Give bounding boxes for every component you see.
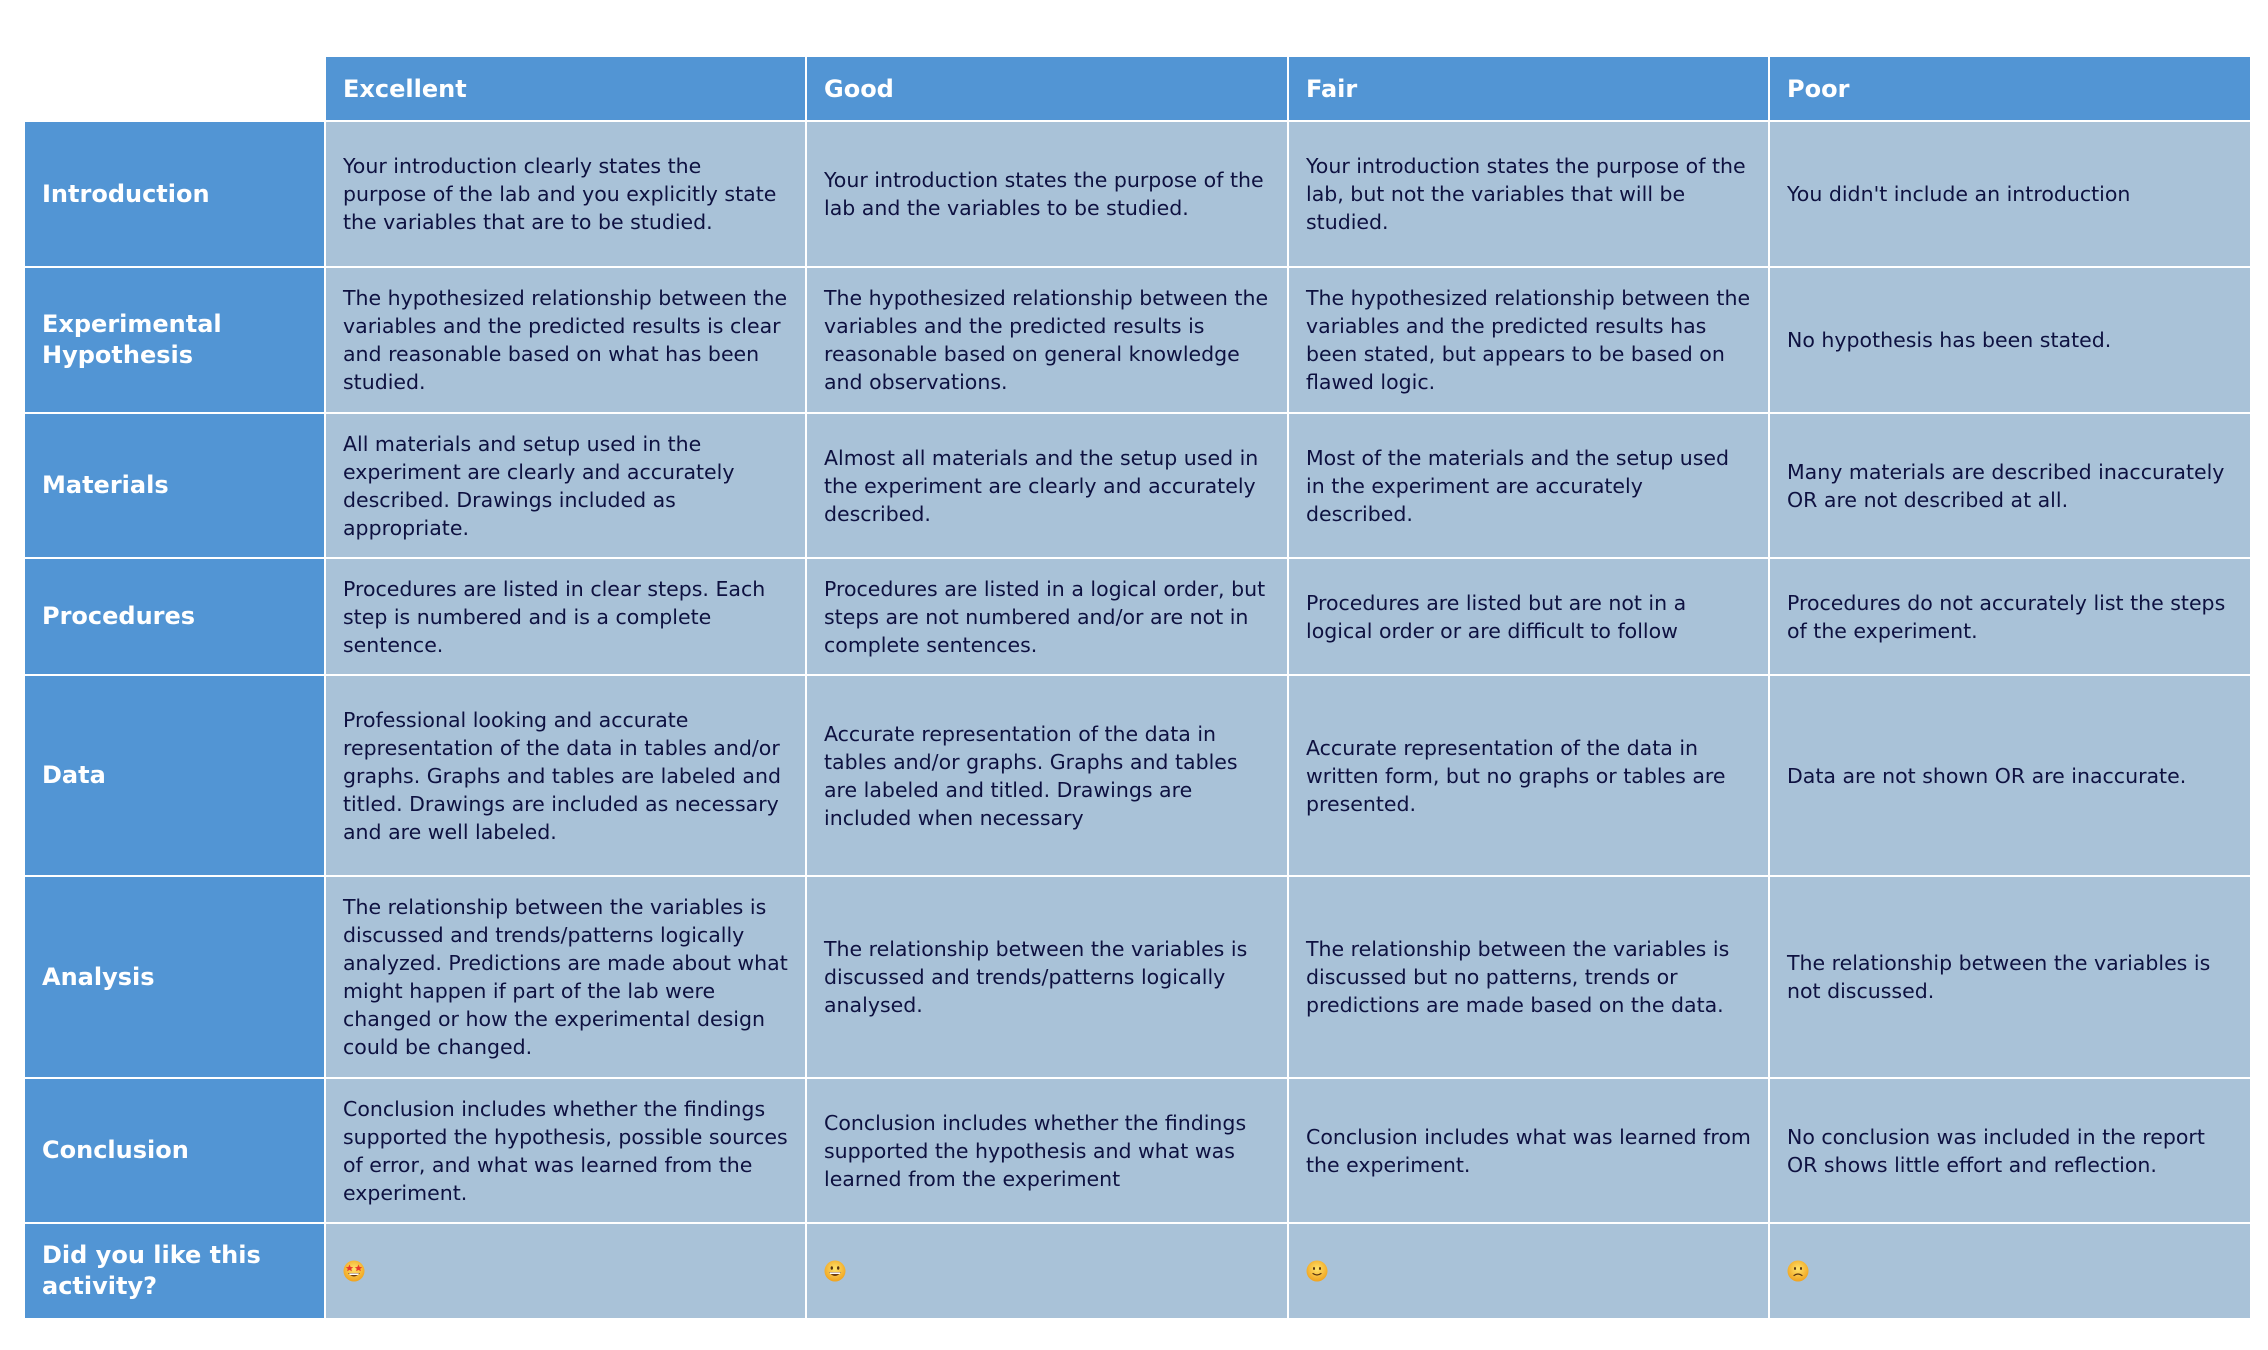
row-label-procedures [25,559,324,674]
cell-text: The relationship between the variables is discussed and trends/patterns logically analysed. [824,937,1248,1017]
cell-text: Almost all materials and the setup used in the experiment are clearly and accurately described. [824,445,1259,526]
cell-text: Conclusion includes whether the findings supported the hypothesis and what was learned from the experiment [824,1110,1247,1191]
cell-text: No hypothesis has been stated. [1787,328,2112,352]
cell-text: Your introduction states the purpose of the lab, but not the variables that will be studied. [1306,154,1746,234]
row-label-feedback [25,1224,324,1318]
cell-text: Professional looking and accurate representation of the data in tables and/or graphs. Graphs and tables are labeled and titled. Drawings are included as necessary and are well labeled. [343,707,781,844]
column-header-excellent [326,57,805,120]
rubric-cell [1770,559,2250,674]
rubric-cell [1289,268,1768,412]
rubric-cell [326,122,805,266]
grinning-emoji-icon [824,1260,846,1282]
rubric-cell [1289,877,1768,1077]
cell-text: Most of the materials and the setup used in the experiment are accurately described. [1306,445,1730,526]
rubric-cell [807,414,1287,557]
cell-text: Data are not shown OR are inaccurate. [1787,763,2187,788]
slightly-smiling-emoji-icon [1306,1260,1328,1282]
column-header-label: Poor [1787,74,1850,103]
rubric-cell [1770,676,2250,875]
cell-text: You didn't include an introduction [1787,182,2131,206]
slightly-frowning-emoji-icon [1787,1260,1809,1282]
cell-text: No conclusion was included in the report OR shows little effort and reflection. [1787,1124,2205,1177]
cell-text: Conclusion includes whether the findings supported the hypothesis, possible sources of error, and what was learned from the experiment. [343,1096,788,1205]
star-struck-emoji-icon [343,1260,365,1282]
cell-text: All materials and setup used in the experiment are clearly and accurately described. Drawings included as appropriate. [343,431,735,540]
row-label-text: Introduction [42,179,210,208]
rubric-cell [807,676,1287,875]
feedback-cell-poor [1770,1224,2250,1318]
column-header-label: Excellent [343,74,467,103]
row-label-text: Experimental Hypothesis [42,310,222,369]
rubric-cell [1770,877,2250,1077]
cell-text: Procedures are listed in clear steps. Each step is numbered and is a complete sentence. [343,576,766,657]
column-header-label: Good [824,74,894,103]
cell-text: Procedures are listed in a logical order, but steps are not numbered and/or are not in complete sentences. [824,576,1266,657]
row-label-text: Materials [42,471,169,499]
rubric-cell [326,877,805,1077]
row-label-text: Data [42,761,106,789]
rubric-cell [807,877,1287,1077]
cell-text: Your introduction states the purpose of the lab and the variables to be studied. [824,168,1264,220]
row-label-experimental-hypothesis [25,268,324,412]
cell-text: Accurate representation of the data in tables and/or graphs. Graphs and tables are labeled and titled. Drawings are included when necessary [824,721,1238,830]
rubric-cell [1770,268,2250,412]
cell-text: Conclusion includes what was learned from the experiment. [1306,1124,1751,1177]
rubric-cell [807,1079,1287,1222]
rubric-cell [326,268,805,412]
rubric-cell [326,676,805,875]
cell-text: The hypothesized relationship between the variables and the predicted results is clear and reasonable based on what has been studied. [343,286,788,394]
column-header-poor [1770,57,2250,120]
cell-text: The relationship between the variables is discussed but no patterns, trends or predictions are made based on the data. [1306,937,1730,1017]
rubric-cell [326,559,805,674]
rubric-cell [807,559,1287,674]
row-label-text: Did you like this activity? [42,1241,261,1300]
cell-text: Procedures are listed but are not in a logical order or are difficult to follow [1306,590,1687,643]
cell-text: The hypothesized relationship between the variables and the predicted results has been stated, but appears to be based on flawed logic. [1306,286,1751,394]
cell-text: The relationship between the variables is discussed and trends/patterns logically analyzed. Predictions are made about what might happen if part of the lab were changed or how the experimental design could be changed. [343,895,788,1059]
row-label-introduction [25,122,324,266]
rubric-cell [1289,122,1768,266]
row-label-materials [25,414,324,557]
rubric-cell [326,414,805,557]
rubric-cell [1770,122,2250,266]
cell-text: The relationship between the variables is not discussed. [1787,951,2211,1003]
rubric-cell [807,122,1287,266]
column-header-label: Fair [1306,74,1358,103]
rubric-cell [1770,1079,2250,1222]
row-label-text: Conclusion [42,1136,189,1164]
feedback-cell-fair [1289,1224,1768,1318]
row-label-text: Analysis [42,962,155,991]
rubric-cell [1289,559,1768,674]
rubric-cell [1289,414,1768,557]
rubric-cell [1289,676,1768,875]
column-header-fair [1289,57,1768,120]
cell-text: The hypothesized relationship between the variables and the predicted results is reasonable based on general knowledge and observations. [824,286,1269,394]
column-header-good [807,57,1287,120]
cell-text: Many materials are described inaccurately OR are not described at all. [1787,459,2225,512]
rubric-cell [326,1079,805,1222]
row-label-analysis [25,877,324,1077]
rubric-cell [807,268,1287,412]
feedback-cell-excellent [326,1224,805,1318]
row-label-text: Procedures [42,602,196,630]
cell-text: Accurate representation of the data in written form, but no graphs or tables are presented. [1306,735,1726,816]
rubric-cell [1770,414,2250,557]
cell-text: Your introduction clearly states the purpose of the lab and you explicitly state the variables that are to be studied. [343,154,777,234]
rubric-cell [1289,1079,1768,1222]
cell-text: Procedures do not accurately list the steps of the experiment. [1787,590,2226,643]
feedback-cell-good [807,1224,1287,1318]
row-label-data [25,676,324,875]
row-label-conclusion [25,1079,324,1222]
